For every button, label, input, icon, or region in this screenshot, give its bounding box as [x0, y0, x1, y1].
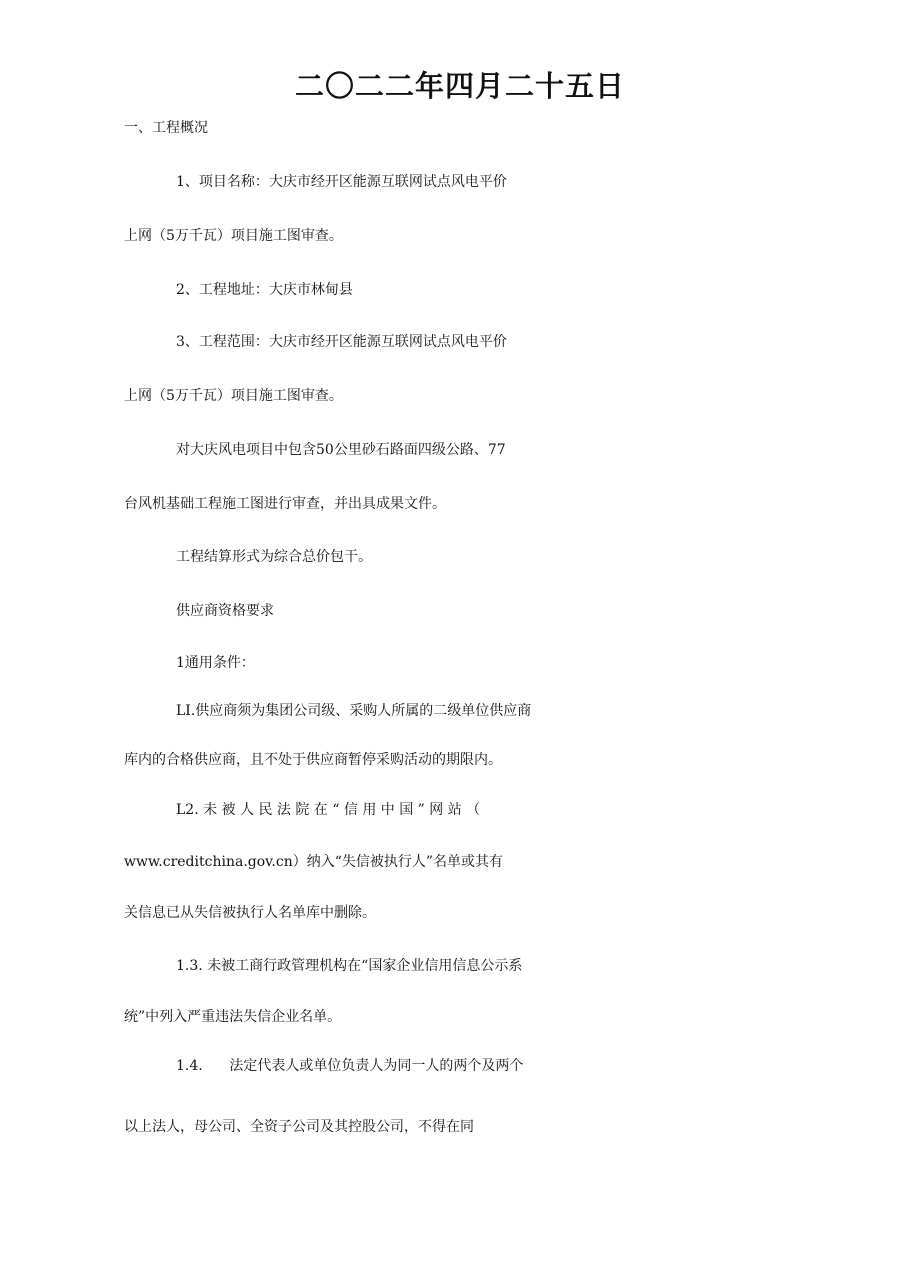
condition-1-2-line3: 关信息已从失信被执行人名单库中删除。	[124, 905, 376, 921]
settlement-text: 工程结算形式为综合总价包干。	[176, 549, 372, 565]
condition-1-2-line2: www.creditchina.gov.cn）纳入“失信被执行人”名单或其有	[124, 854, 504, 870]
item2-address: 2、工程地址：大庆市林甸县	[176, 282, 353, 298]
condition-1-1-line2: 库内的合格供应商，且不处于供应商暂停采购活动的期限内。	[124, 752, 502, 768]
section-heading: 一、工程概况	[124, 120, 208, 136]
condition-1-4-line2: 以上法人，母公司、全资子公司及其控股公司，不得在同	[124, 1119, 474, 1135]
scope-line1: 对大庆风电项目中包含50公里砂石路面四级公路、77	[176, 442, 506, 458]
item3-line2: 上网（5万千瓦）项目施工图审查。	[124, 388, 343, 404]
qualification-heading: 供应商资格要求	[176, 603, 274, 619]
document-date-title: 二〇二二年四月二十五日	[294, 69, 625, 103]
condition-1-3-line2: 统”中列入严重违法失信企业名单。	[124, 1009, 342, 1025]
condition-1-2-line1: L2. 未 被 人 民 法 院 在 “ 信 用 中 国 ” 网 站 （	[176, 802, 481, 818]
item3-line1: 3、工程范围：大庆市经开区能源互联网试点风电平价	[176, 334, 507, 350]
condition-1-3-line1: 1.3. 未被工商行政管理机构在“国家企业信用信息公示系	[176, 958, 523, 974]
condition-1-1-line1: LI.供应商须为集团公司级、采购人所属的二级单位供应商	[176, 703, 532, 719]
item1-line2: 上网（5万千瓦）项目施工图审查。	[124, 228, 343, 244]
item1-line1: 1、项目名称：大庆市经开区能源互联网试点风电平价	[176, 174, 507, 190]
scope-line2: 台风机基础工程施工图进行审查，并出具成果文件。	[124, 496, 446, 512]
general-conditions: 1通用条件：	[176, 655, 255, 671]
condition-1-4-line1: 1.4. 法定代表人或单位负责人为同一人的两个及两个	[176, 1058, 524, 1074]
